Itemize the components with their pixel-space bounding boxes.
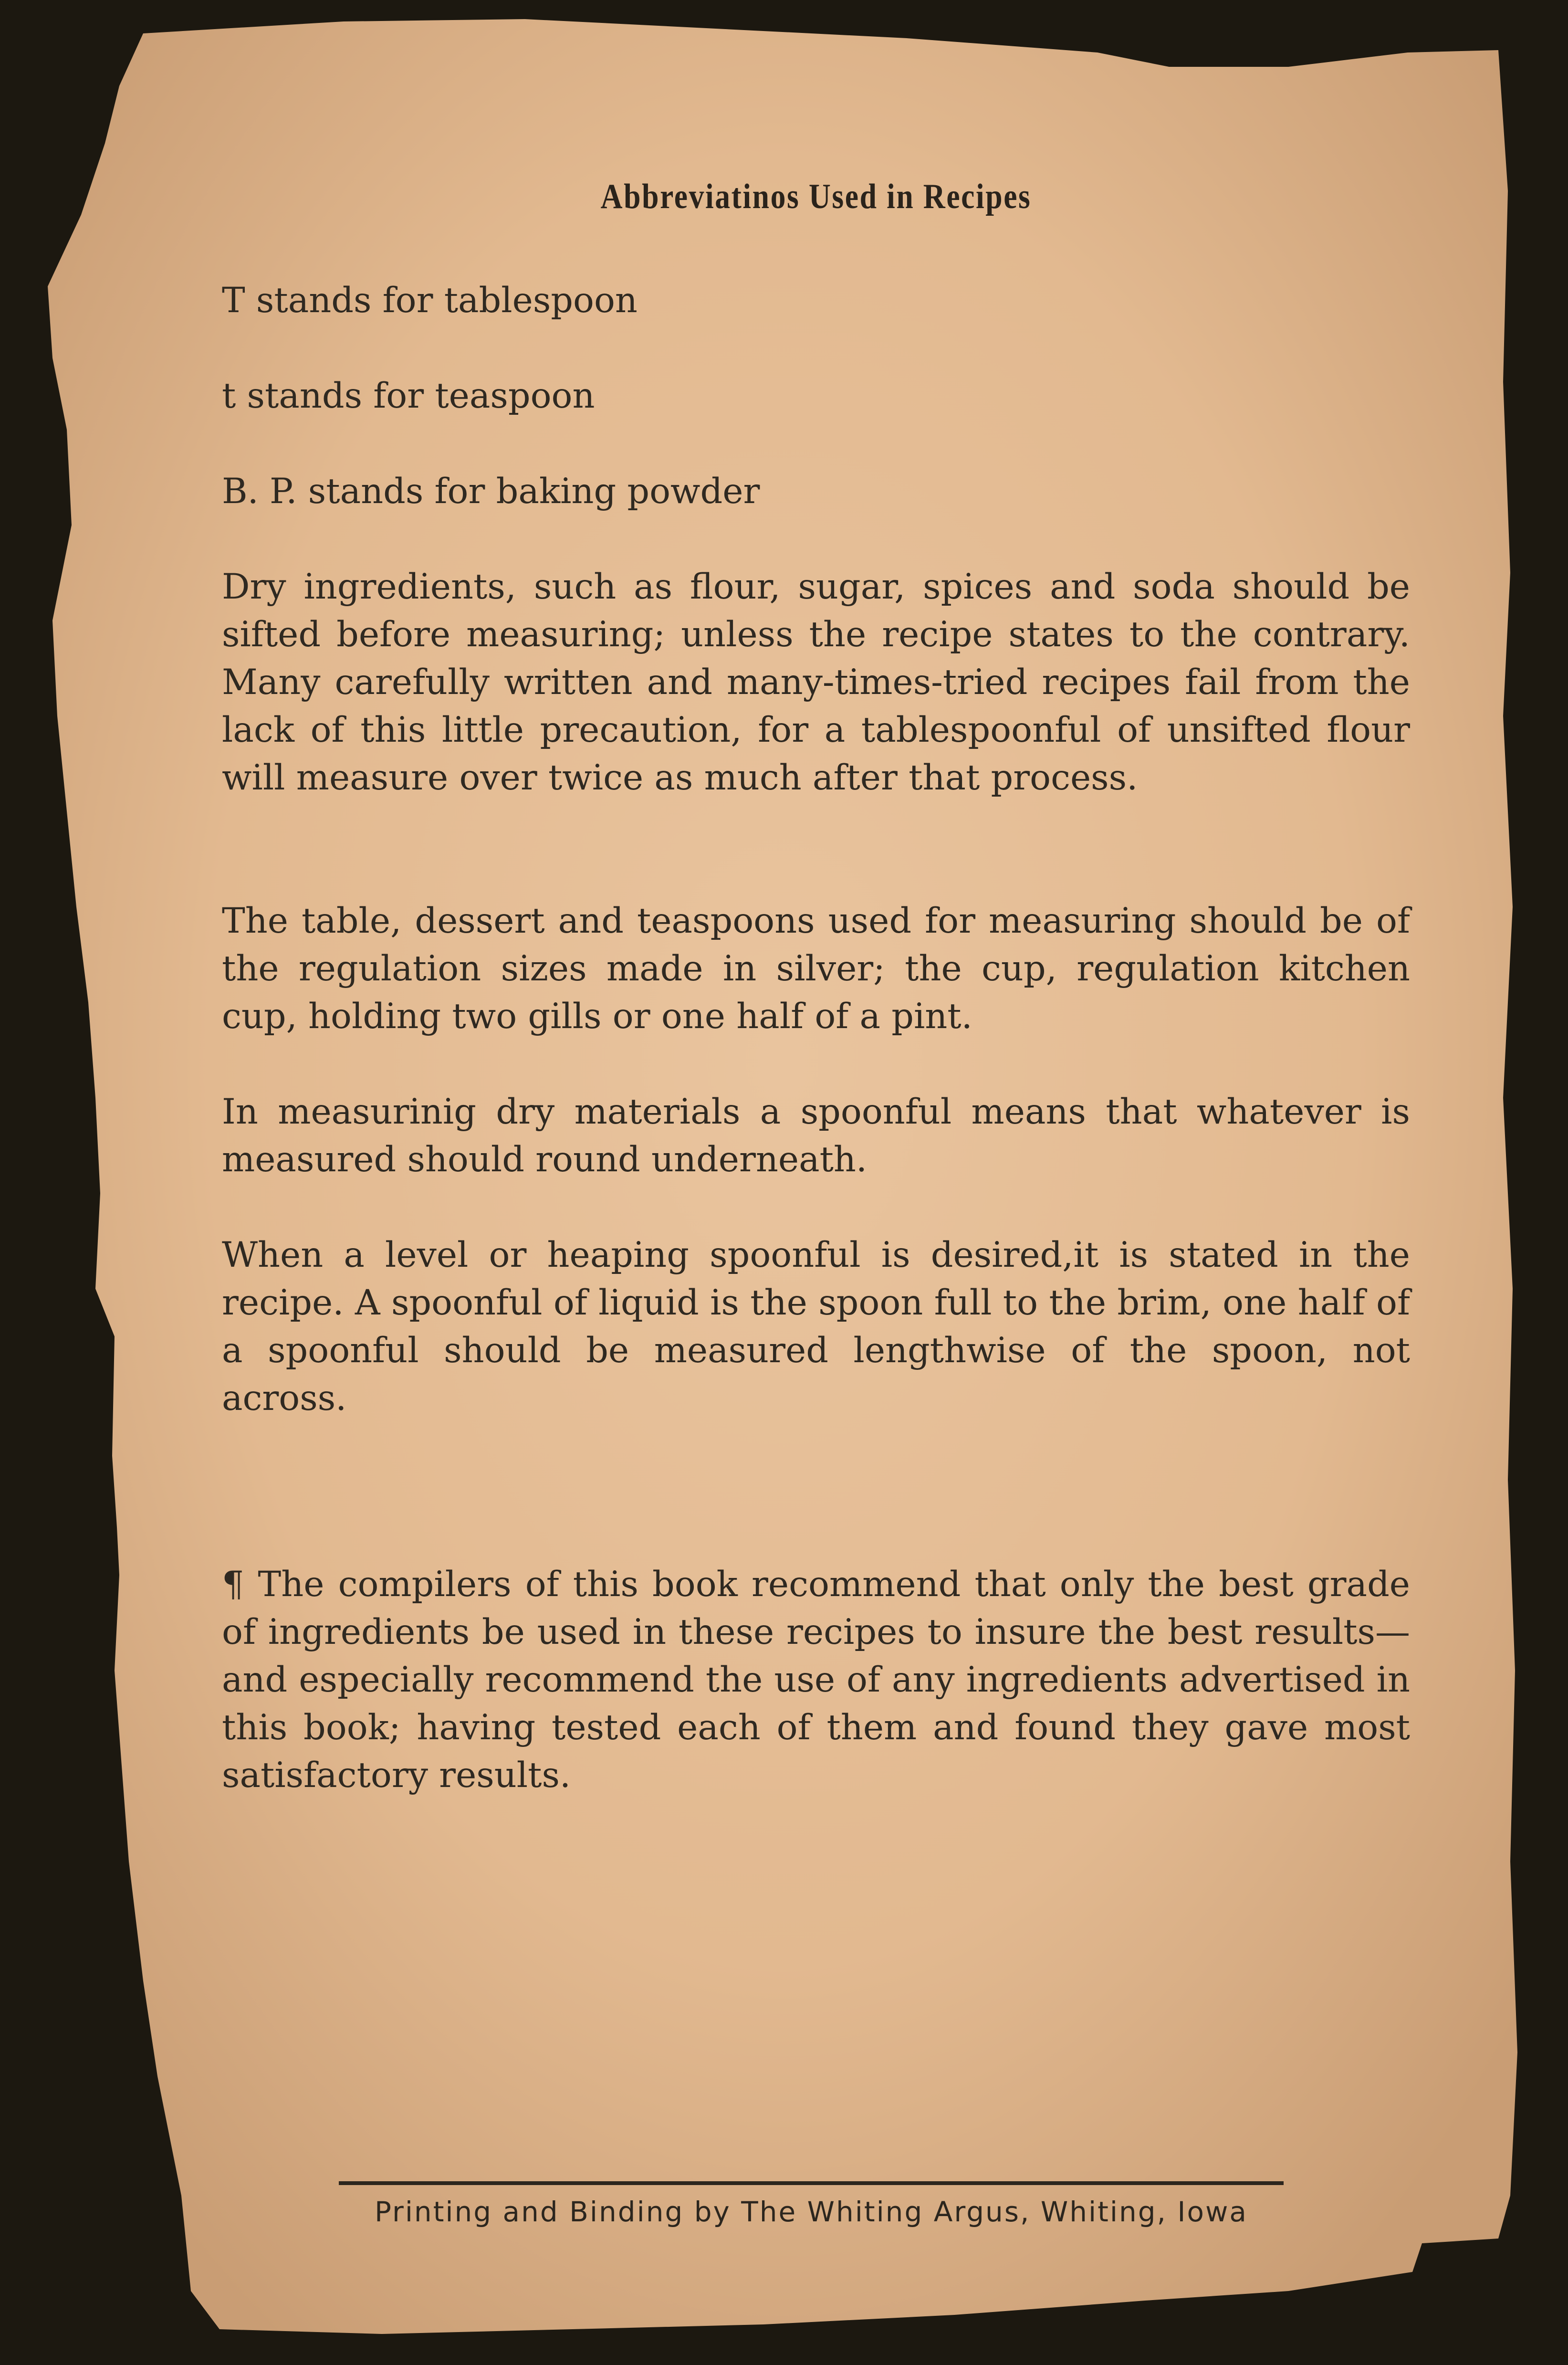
paragraph-dry-materials: In measurinig dry materials a spoonful means that whatever is measured should round underneath. xyxy=(222,1092,1410,1180)
page-title: Abbreviatinos Used in Recipes xyxy=(600,177,1032,216)
abbreviation-baking-powder: B. P. stands for baking powder xyxy=(222,471,760,512)
printer-credit: Printing and Binding by The Whiting Argus, Whiting, Iowa xyxy=(375,2196,1248,2228)
abbreviation-teaspoon: t stands for teaspoon xyxy=(222,376,595,416)
abbreviation-tablespoon: T stands for tablespoon xyxy=(222,280,638,321)
paragraph-level-spoonful: When a level or heaping spoonful is desired,it is stated in the recipe. A spoonful of liquid is the spoon full to the brim, one half of a spoonful should be measured lengthwise of the spoon, not across. xyxy=(222,1235,1410,1419)
footer-rule xyxy=(339,2181,1284,2185)
paragraph-sifting: Dry ingredients, such as flour, sugar, spices and soda should be sifted before measuring; unless the recipe states to the contrary. Many carefully written and many-times-tried recipes fail from the lack of this little precaution, for a tablespoonful of unsifted flour will measure over twice as much after that process. xyxy=(222,567,1410,798)
paragraph-measuring-spoons: The table, dessert and teaspoons used for measuring should be of the regulation sizes made in silver; the cup, regulation kitchen cup, holding two gills or one half of a pint. xyxy=(222,901,1410,1037)
paragraph-compilers-note: ¶ The compilers of this book recommend that only the best grade of ingredients be used in these recipes to insure the best results—and especially recommend the use of any ingredients advertised in this book; having tested each of them and found they gave most satisfactory results. xyxy=(222,1564,1410,1796)
